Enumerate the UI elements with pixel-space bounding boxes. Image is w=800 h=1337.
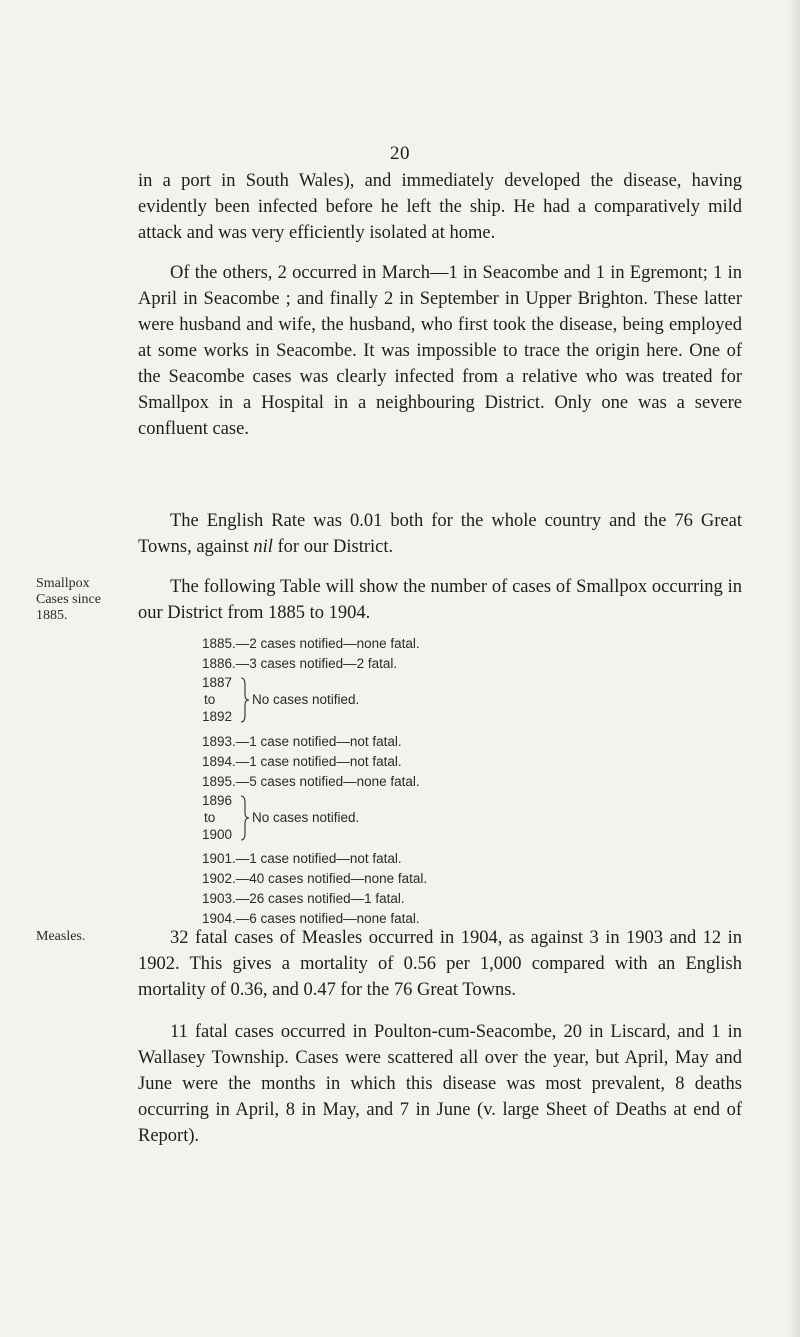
- list-item: 1901.—1 case notified—not fatal.: [202, 851, 402, 866]
- range-end-year: 1900: [202, 827, 233, 842]
- paragraph-4: The following Table will show the number of cases of Smallpox occurring in our District from 1885 to 1904.: [138, 577, 742, 623]
- range-end-year: 1892: [202, 709, 233, 724]
- paragraph-table-intro: [138, 574, 742, 626]
- side-note-smallpox-line-2: Cases since: [36, 592, 101, 607]
- paragraph-1: in a port in South Wales), and immediately developed the disease, having evidently been infected before he left the ship. He had a comparatively mild attack and was very efficiently isolated at home.: [138, 171, 742, 243]
- paragraph-3-start: The English Rate was 0.01 both for the whole country and the 76 Great Towns, against: [138, 511, 742, 557]
- side-note-smallpox-line-3: 1885.: [36, 608, 68, 623]
- range-note: No cases notified.: [252, 810, 360, 825]
- paragraph-3-nil: nil: [253, 537, 273, 557]
- range-to: to: [204, 810, 216, 825]
- page-edge-shadow: [786, 0, 800, 1337]
- list-item: 1885.—2 cases notified—none fatal.: [202, 636, 420, 651]
- list-item: 1894.—1 case notified—not fatal.: [202, 754, 402, 769]
- paragraph-english-rate: [138, 508, 742, 560]
- page-number: 20: [390, 143, 410, 164]
- paragraph-3: [138, 508, 742, 560]
- paragraph-measles: [138, 925, 742, 1003]
- right-brace-icon: [240, 677, 250, 723]
- paragraph-5: 32 fatal cases of Measles occurred in 1904, as against 3 in 1903 and 12 in 1902. This gives a mortality of 0.56 per 1,000 compared with an English mortality of 0.36, and 0.47 for the 76 Great Towns.: [138, 928, 742, 1000]
- paragraph-3-end: for our District.: [272, 537, 394, 557]
- list-item-range: [202, 675, 462, 727]
- list-item: 1895.—5 cases notified—none fatal.: [202, 774, 420, 789]
- range-start-year: 1887: [202, 675, 233, 690]
- list-item: 1886.—3 cases notified—2 fatal.: [202, 656, 398, 671]
- list-item: 1903.—26 cases notified—1 fatal.: [202, 891, 405, 906]
- paragraph-measles-distribution: [138, 1019, 742, 1149]
- list-item: 1902.—40 cases notified—none fatal.: [202, 871, 428, 886]
- range-note: No cases notified.: [252, 692, 360, 707]
- paragraph-others: [138, 260, 742, 442]
- side-note-smallpox: [36, 576, 101, 624]
- list-item-range: [202, 793, 462, 845]
- list-item: 1893.—1 case notified—not fatal.: [202, 734, 402, 749]
- paragraph-2: Of the others, 2 occurred in March—1 in Seacombe and 1 in Egremont; 1 in April in Seacombe ; and finally 2 in September in Upper Brighton. These latter were husband and wife, the husband, who first took the disease, being employed at some works in Seacombe. It was impossible to trace the origin here. One of the Seacombe cases was clearly infected from a relative who was treated for Smallpox in a Hospital in a neighbouring District. Only one was a severe confluent case.: [138, 263, 742, 439]
- list-item: 1904.—6 cases notified—none fatal.: [202, 911, 420, 926]
- paragraph-6: 11 fatal cases occurred in Poulton-cum-Seacombe, 20 in Liscard, and 1 in Wallasey Township. Cases were scattered all over the year, but April, May and June were the months in which this disease was most prevalent, 8 deaths occurring in April, 8 in May, and 7 in June (v. large Sheet of Deaths at end of Report).: [138, 1022, 742, 1146]
- range-to: to: [204, 692, 216, 707]
- side-note-measles: [36, 929, 85, 945]
- side-note-smallpox-line-1: Smallpox: [36, 576, 90, 591]
- paragraph-continuation: [138, 168, 742, 246]
- right-brace-icon: [240, 795, 250, 841]
- range-start-year: 1896: [202, 793, 233, 808]
- side-note-measles-line-1: Measles.: [36, 929, 86, 944]
